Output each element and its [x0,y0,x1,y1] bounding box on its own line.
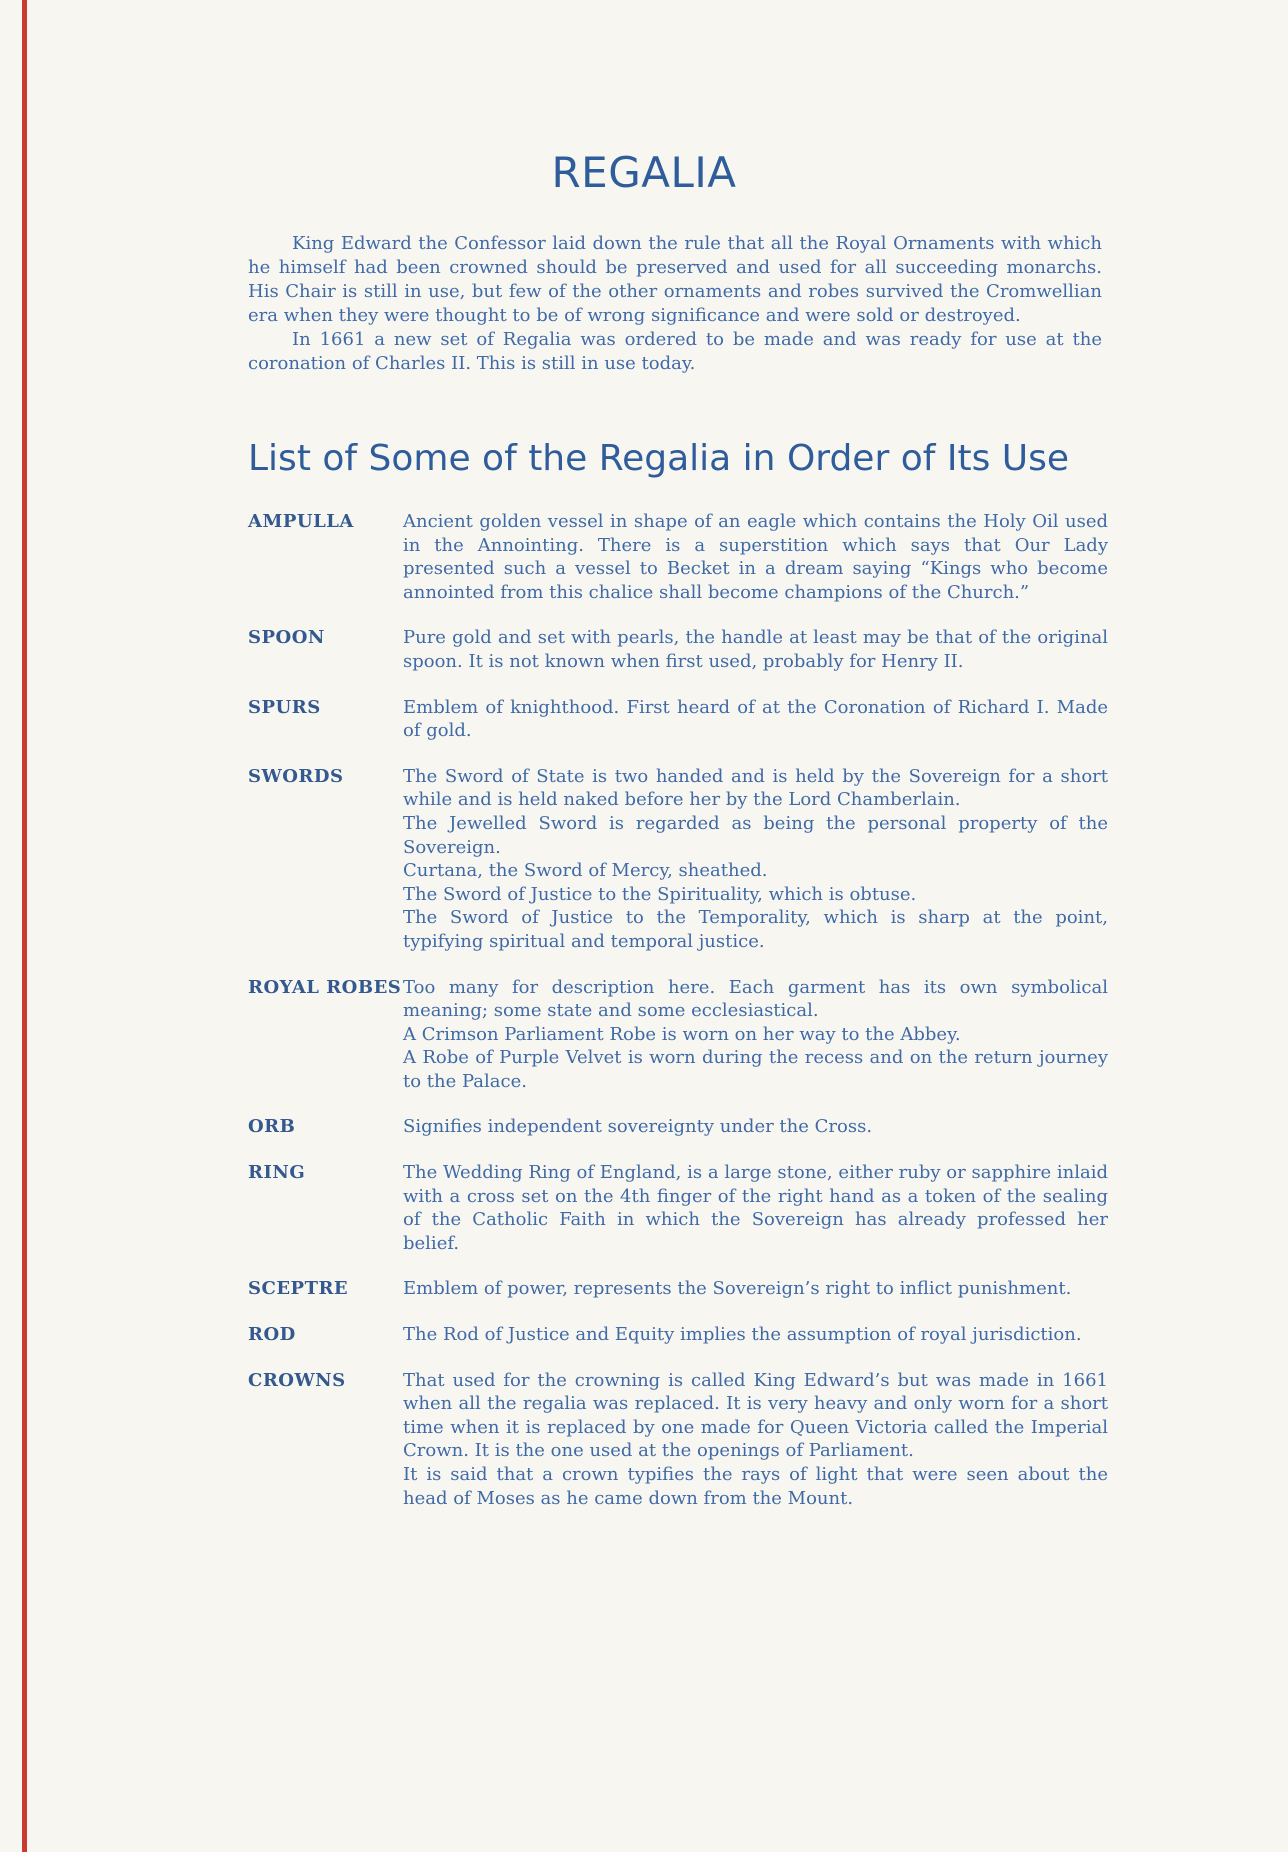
description-line: The Sword of Justice to the Spirituality, which is obtuse. [403,883,917,905]
regalia-entry-ring [248,1161,1108,1255]
page-title: REGALIA [551,148,737,197]
description-line: A Robe of Purple Velvet is worn during the recess and on the return journey to the Palace. [403,1047,1108,1092]
description-line: The Wedding Ring of England, is a large stone, either ruby or sapphire inlaid with a cross set on the 4th finger of the right hand as a token of the sealing of the Catholic Faith in which the Sovereign has already professed her belief. [403,1162,1108,1254]
regalia-entry-sceptre [248,1277,1108,1301]
regalia-term: SPOON [248,627,325,649]
regalia-term: ORB [248,1116,296,1138]
regalia-entry-spurs [248,696,1108,743]
red-page-edge [22,0,27,1852]
regalia-term: ROD [248,1324,296,1346]
description-line: The Rod of Justice and Equity implies the assumption of royal jurisdiction. [403,1324,1082,1346]
regalia-entry-crowns [248,1369,1108,1511]
description-line: Pure gold and set with pearls, the handle at least may be that of the original spoon. It is not known when first used, probably for Henry II. [403,627,1108,672]
regalia-term: SWORDS [248,765,344,787]
description-line: The Sword of State is two handed and is held by the Sovereign for a short while and is held naked before her by the Lord Chamberlain. [403,765,1108,811]
description-line: Emblem of power, represents the Sovereign’s right to inflict punishment. [403,1278,1072,1300]
regalia-description [403,765,1108,954]
regalia-term: RING [248,1162,306,1184]
description-line: It is said that a crown typifies the rays of light that were seen about the head of Moses as he came down from the Mount. [403,1464,1108,1509]
intro-text [248,232,1102,376]
intro-paragraph: King Edward the Confessor laid down the rule that all the Royal Ornaments with which he himself had been crowned should be preserved and used for all succeeding monarchs. His Chair is still in use, but few of the other ornaments and robes survived the Cromwellian era when they were thought to be of wrong significance and were sold or destroyed. [248,233,1102,326]
regalia-term: ROYAL ROBES [248,976,402,998]
section-heading: List of Some of the Regalia in Order of Its Use [248,438,1070,479]
description-line: Ancient golden vessel in shape of an eagle which contains the Holy Oil used in the Annointing. There is a superstition which says that Our Lady presented such a vessel to Becket in a dream saying “Kings who become annointed from this chalice shall become champions of the Church.” [403,511,1108,603]
regalia-description [403,1161,1108,1255]
description-line: Curtana, the Sword of Mercy, sheathed. [403,860,768,882]
regalia-description [403,1323,1108,1347]
regalia-term: SCEPTRE [248,1278,349,1300]
regalia-description [403,1115,1108,1139]
regalia-list [248,510,1108,1510]
description-line: That used for the crowning is called King Edward’s but was made in 1661 when all the regalia was replaced. It is very heavy and only worn for a short time when it is replaced by one made for Queen Victoria called the Imperial Crown. It is the one used at the openings of Parliament. [403,1369,1108,1462]
description-line: The Sword of Justice to the Temporality, which is sharp at the point, typifying spiritual and temporal justice. [403,907,1108,952]
regalia-entry-spoon [248,626,1108,673]
regalia-term: AMPULLA [248,511,354,532]
regalia-entry-orb [248,1115,1108,1139]
regalia-entry-royal-robes [248,976,1108,1094]
regalia-description [403,1277,1108,1301]
intro-paragraph: In 1661 a new set of Regalia was ordered to be made and was ready for use at the coronation of Charles II. This is still in use today. [248,329,1102,374]
regalia-entry-rod [248,1323,1108,1347]
regalia-description [403,1369,1108,1511]
regalia-term: CROWNS [248,1369,346,1391]
description-line: Too many for description here. Each garment has its own symbolical meaning; some state and some ecclesiastical. [403,976,1108,1022]
regalia-description [403,510,1108,604]
regalia-entry-ampulla [248,510,1108,604]
description-line: The Jewelled Sword is regarded as being the personal property of the Sovereign. [403,812,1108,858]
description-line: Emblem of knighthood. First heard of at the Coronation of Richard I. Made of gold. [403,696,1108,742]
regalia-entry-swords [248,765,1108,954]
regalia-term: SPURS [248,696,321,718]
regalia-description [403,976,1108,1094]
description-line: Signifies independent sovereignty under the Cross. [403,1116,873,1138]
regalia-description [403,696,1108,743]
description-line: A Crimson Parliament Robe is worn on her way to the Abbey. [403,1023,961,1045]
regalia-description [403,626,1108,673]
